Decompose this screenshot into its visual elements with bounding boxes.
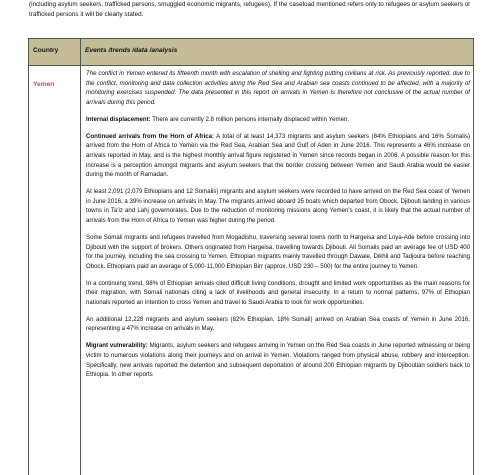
events-cell bbox=[86, 69, 470, 387]
header-events: Events /trends /data /analysis bbox=[85, 47, 178, 54]
paragraph-arrivals bbox=[86, 132, 470, 181]
header-country: Country bbox=[33, 47, 59, 54]
country-cell: Yemen bbox=[33, 81, 55, 88]
table-header bbox=[29, 39, 473, 66]
paragraph-conflict: The conflict in Yemen entered its fifteenth month with escalation of shelling and fighting putting civilians at risk. As previously reported, due to the conflict, monitoring and data collection activities along the Red Sea and Arabian sea coasts continued to be affected, with a majority of monitoring exercises suspended. The data presented in this report on arrivals in Yemen is therefore not conclusive of the actual number of arrivals during this period. bbox=[86, 70, 470, 107]
text-internal-displacement: There are currently 2.8 million persons internally displaced within Yemen. bbox=[150, 115, 350, 123]
intro-text: (including asylum seekers, trafficked persons, smuggled economic migrants, refugees). If the caseload mentioned refers only to refugees or asylum seekers or trafficked persons it will be clearly stated. bbox=[29, 1, 471, 18]
paragraph-internal-displacement bbox=[86, 115, 470, 125]
label-vulnerability: Migrant vulnerability: bbox=[86, 342, 148, 350]
text-vulnerability: Migrants, asylum seekers and refugees arriving in Yemen on the Red Sea coasts in June reported witnessing or being victim to numerous violations along their journeys and on arrival in Yemen. Violations ranged from physical abuse, robbery and interception. Specifically, new arrivals reported the detention and subsequent deportation of around 200 Ethiopian migrants by Djiboutian soldiers back to Ethiopia. In other reports bbox=[86, 342, 470, 379]
column-divider bbox=[80, 39, 81, 475]
label-internal-displacement: Internal displacement: bbox=[86, 115, 151, 123]
text-arrivals: A total of at least 14,373 migrants and asylum seekers (84% Ethiopians and 16% Somalis) arrived from the Horn of Africa to Yemen via the Red Sea, Arabian Sea and Gulf of Aden in June 2016. This represents a 46% increase on arrivals reported in May, and is the highest monthly arrival figure registered in Yemen since records began in 2006. A possible reason for this increase is a perception amongst migrants and asylum seekers that the border crossing between Yemen and Saudi Arabia would be easier during the month of Ramadan. bbox=[86, 132, 470, 179]
events-table bbox=[28, 38, 474, 475]
paragraph-routes: Some Somali migrants and refugees travelled from Mogadishu, traversing several towns north to Hargeisa and Loya-Ade before crossing into Djibouti with the support of brokers. Others originated from Hargeisa, travelling towards Djibouti. All Somalis paid an average fee of USD 400 for the journey, including the sea crossing to Yemen. Ethiopian migrants mainly travelled through Dawale, Dikhil and Tadjoura before reaching Obock. Ethiopians paid an average of 5,000-11,000 Ethiopian Birr (approx. USD 230 – 500) for the entire journey to Yemen. bbox=[86, 233, 470, 270]
paragraph-arabian-sea: An additional 12,228 migrants and asylum seekers (82% Ethiopian, 18% Somali) arrived on Arabian Sea coasts of Yemen in June 2016, representing a 47% increase on arrivals in May. bbox=[86, 315, 470, 333]
paragraph-red-sea: At least 2,091 (2,079 Ethiopians and 12 Somalis) migrants and asylum seekers were recorded to have arrived on the Red Sea coast of Yemen in June 2016, a 39% increase on arrivals in May. The migrants arrived aboard 25 boats which departed from Obock, Djibouti landing in various towns in Ta'iz and Lahj governorates. Due to the reduction of monitoring missions along Yemen's coast, it is likely that the actual number of arrivals from the Horn of Africa to Yemen was higher during the period. bbox=[86, 188, 470, 225]
paragraph-vulnerability bbox=[86, 341, 470, 380]
paragraph-reasons: In a continuing trend, 98% of Ethiopian arrivals cited difficult living conditions, drought and limited work opportunities as the main reasons for their migration, with Somali nationals citing a lack of livelihoods and general insecurity. In a return to normal patterns, 97% of Ethiopian nationals reported an intention to cross Yemen and travel to Saudi Arabia to look for work opportunities. bbox=[86, 279, 470, 307]
label-arrivals: Continued arrivals from the Horn of Africa: bbox=[86, 132, 215, 140]
